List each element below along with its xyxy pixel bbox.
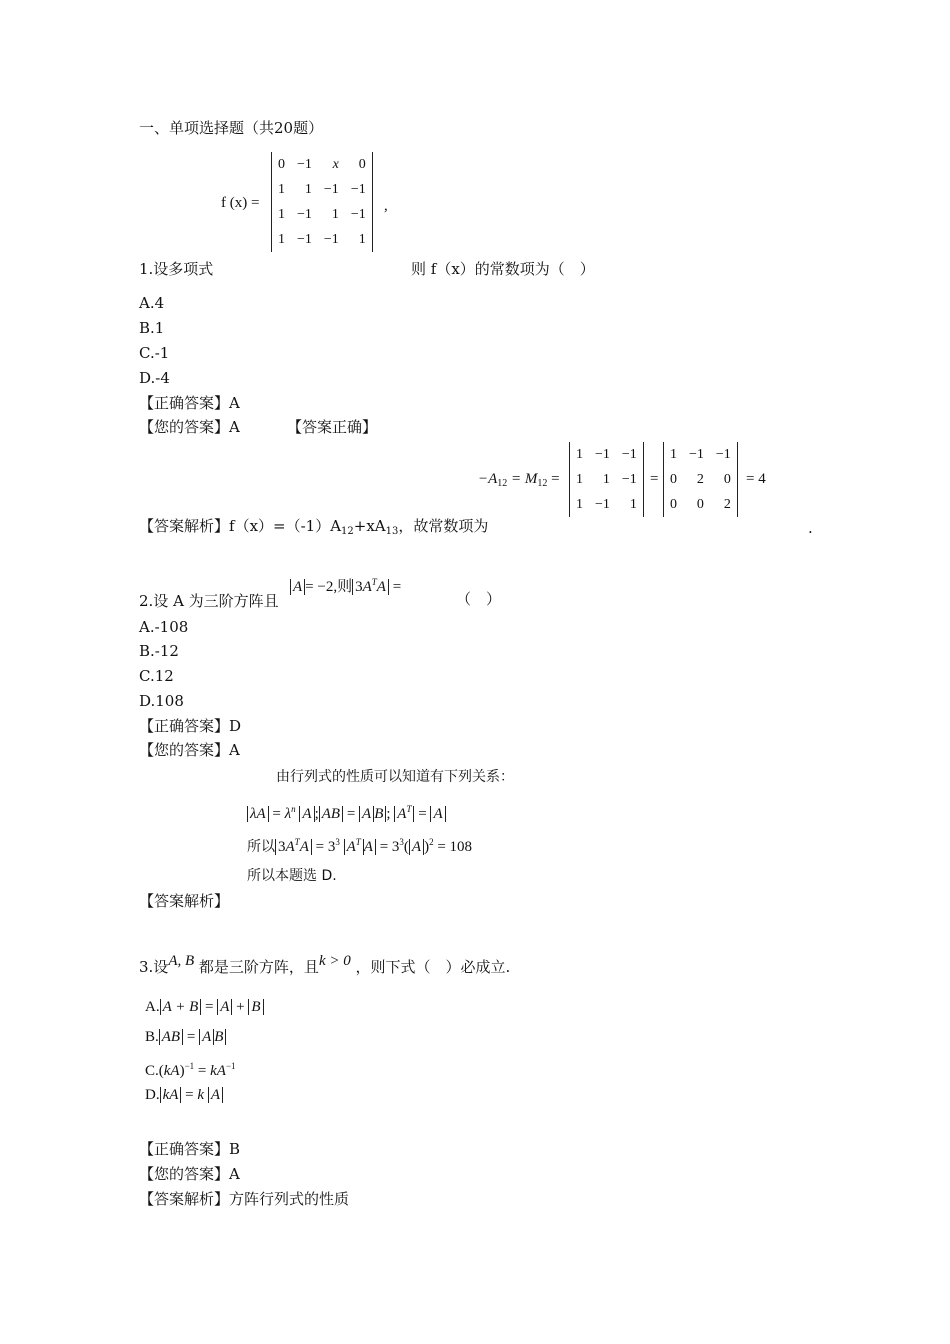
q3-stem: 3.设A, B 都是三阶方阵，且k > 0 ，则下式（ ）必成立. <box>139 953 511 976</box>
q1-option-a: A.4 <box>139 294 165 312</box>
section-title: 一、单项选择题（共20题） <box>139 119 324 137</box>
q1-analysis-matrix2-row <box>664 442 737 467</box>
q2-option-c: C.12 <box>139 667 174 685</box>
q1-analysis-matrix2-row <box>664 467 737 492</box>
q1-verdict: 【答案正确】 <box>287 418 378 436</box>
q3-option-b: B. AB = A B <box>145 1027 226 1047</box>
q1-matrix-cell: −1 <box>297 156 312 172</box>
q3-analysis: 【答案解析】方阵行列式的性质 <box>139 1190 350 1208</box>
q1-analysis-matrix1-cell: −1 <box>595 496 610 512</box>
q1-matrix-cell: 1 <box>278 181 285 197</box>
q1-matrix-cell: x <box>332 156 339 172</box>
q1-analysis-matrix1-cell: 1 <box>576 446 583 462</box>
q1-analysis-matrix-1 <box>569 442 644 517</box>
q1-analysis-matrix2-cell: −1 <box>689 446 704 462</box>
q1-matrix-cell: −1 <box>323 181 339 197</box>
q3-your-answer: 【您的答案】A <box>139 1165 240 1183</box>
q1-matrix-cell: 0 <box>358 156 366 172</box>
q2-option-d: D.108 <box>139 692 184 710</box>
q1-option-b: B.1 <box>139 319 165 337</box>
q3-option-c: $C.(kA)^{-1} = kA^{-1}$ <box>145 1061 236 1079</box>
q1-matrix-cell: 1 <box>278 231 285 247</box>
q1-analysis-matrix2-cell: 0 <box>670 496 677 512</box>
q1-matrix-row <box>272 177 372 202</box>
q1-matrix-cell: −1 <box>297 206 312 222</box>
q1-analysis-equals: = <box>650 471 659 487</box>
q1-analysis-matrix2-cell: −1 <box>715 446 731 462</box>
q1-analysis-matrix1-cell: 1 <box>576 496 583 512</box>
q2-option-a: A.-108 <box>139 618 189 636</box>
q2-your-answer: 【您的答案】A <box>139 741 240 759</box>
q1-analysis-lhs: $-A_{12} = M_{12}$ = <box>478 471 560 489</box>
q1-matrix-cell: −1 <box>297 231 312 247</box>
q1-analysis-matrix1-cell: 1 <box>602 471 610 487</box>
q1-analysis-matrix2-row <box>664 492 737 517</box>
q1-stem-prefix: 1.设多项式 <box>139 260 214 278</box>
q3-option-a: A. A + B = A + B <box>145 997 264 1017</box>
q1-option-c: C.-1 <box>139 344 170 362</box>
q1-analysis-matrix1-cell: −1 <box>595 446 610 462</box>
q1-matrix-cell: 1 <box>358 231 366 247</box>
q1-analysis-matrix1-cell: −1 <box>621 471 637 487</box>
q2-stem-tail: （ ） <box>456 590 502 608</box>
q1-analysis-matrix2-cell: 2 <box>696 471 704 487</box>
q2-explanation-line3: 所以 $3A^TA = 3^3$ $A^T$ $A = 3^3$( A )$^2$ = 108 <box>247 837 473 855</box>
q1-analysis: 【答案解析】$f(x)=(-1)A_{12}+xA_{13}$，故常数项为 <box>139 517 489 537</box>
q1-matrix-cell: −1 <box>350 206 366 222</box>
q2-option-b: B.-12 <box>139 642 179 660</box>
q1-matrix-row <box>272 227 372 252</box>
q3-correct-answer: 【正确答案】B <box>139 1140 241 1158</box>
q1-analysis-matrix1-cell: 1 <box>576 471 583 487</box>
q2-stem: 2.设 A 为三阶方阵且 <box>139 592 279 610</box>
q1-analysis-matrix2-cell: 1 <box>670 446 677 462</box>
q1-matrix-row <box>272 152 372 177</box>
q1-analysis-matrix2-cell: 0 <box>670 471 677 487</box>
q1-analysis-matrix1-cell: 1 <box>629 496 637 512</box>
q1-analysis-period: . <box>808 519 813 537</box>
q2-condition: A = −2,则 $3A^TA$ = <box>290 572 401 597</box>
q1-analysis-matrix1-row <box>570 467 643 492</box>
q1-matrix-cell: 1 <box>278 206 285 222</box>
q1-formula-label: f (x) = <box>221 195 260 211</box>
q1-matrix-cell: −1 <box>323 231 339 247</box>
q1-your-answer: 【您的答案】A <box>139 418 240 436</box>
q1-analysis-matrix1-row <box>570 492 643 517</box>
q1-matrix-cell: 1 <box>331 206 339 222</box>
q2-correct-answer: 【正确答案】D <box>139 717 242 735</box>
q1-analysis-matrix1-row <box>570 442 643 467</box>
q1-analysis-matrix2-cell: 2 <box>723 496 731 512</box>
q1-analysis-matrix-2 <box>663 442 738 517</box>
q1-stem-suffix: 则 f（x）的常数项为（ ） <box>411 260 595 278</box>
q2-explanation-line1: 由行列式的性质可以知道有下列关系： <box>276 769 514 785</box>
q2-explanation-line2: $\lambda A = \lambda^n$ A ; AB = A B ; $A^T = A$ <box>247 799 446 824</box>
q1-matrix-row <box>272 202 372 227</box>
q2-analysis-label: 【答案解析】 <box>139 892 230 910</box>
q1-determinant <box>271 152 373 252</box>
q1-matrix-cell: −1 <box>350 181 366 197</box>
q1-analysis-matrix1-cell: −1 <box>621 446 637 462</box>
q1-matrix-cell: 1 <box>304 181 312 197</box>
q1-analysis-matrix2-cell: 0 <box>723 471 731 487</box>
q1-analysis-result: = 4 <box>746 471 766 487</box>
q1-comma: , <box>384 198 388 214</box>
q1-matrix-cell: 0 <box>278 156 285 172</box>
q2-explanation-line4: 所以本题选 D. <box>247 868 337 884</box>
q1-option-d: D.-4 <box>139 369 170 387</box>
q3-option-d: D. kA = k A <box>145 1085 223 1105</box>
q1-analysis-matrix2-cell: 0 <box>696 496 704 512</box>
q1-correct-answer: 【正确答案】A <box>139 394 240 412</box>
